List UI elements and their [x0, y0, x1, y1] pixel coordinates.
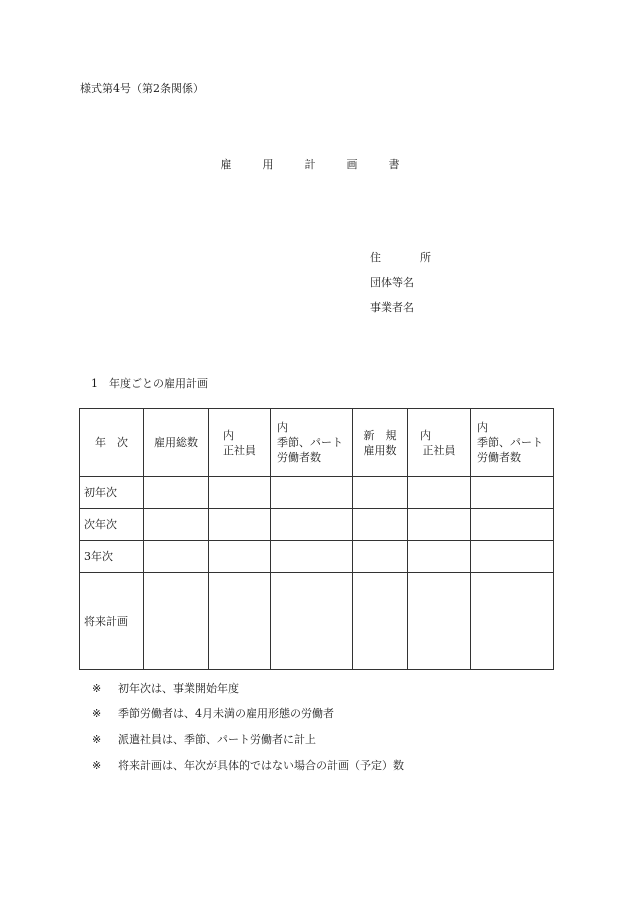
- note-text: 季節労働者は、4月未満の雇用形態の労働者: [118, 707, 334, 720]
- header-regular-employees: [209, 409, 271, 477]
- note-text: 将来計画は、年次が具体的ではない場合の計画（予定）数: [118, 759, 404, 772]
- table-cell[interactable]: [353, 541, 408, 573]
- note-item: [92, 705, 334, 721]
- row-label-third-year: 3年次: [80, 541, 144, 573]
- header-new-seasonal-bottom: 労働者数: [477, 451, 521, 464]
- table-cell[interactable]: [144, 573, 209, 670]
- header-regular-top: 内: [223, 428, 234, 442]
- header-new-regular-employees: [408, 409, 471, 477]
- note-mark: ※: [92, 707, 102, 720]
- header-new-hires: [353, 409, 408, 477]
- table-cell[interactable]: [471, 477, 554, 509]
- representative-label: 事業者名: [370, 301, 414, 314]
- table-row: [80, 541, 554, 573]
- note-mark: ※: [92, 682, 102, 695]
- table-cell[interactable]: [271, 509, 353, 541]
- note-item: [92, 757, 404, 773]
- header-seasonal-mid: 季節、パート: [277, 436, 343, 449]
- note-mark: ※: [92, 759, 102, 772]
- organization-label: 団体等名: [370, 276, 414, 289]
- table-cell[interactable]: [209, 509, 271, 541]
- section-heading: 1 年度ごとの雇用計画: [91, 377, 208, 390]
- table-header-row: [80, 409, 554, 477]
- table-cell[interactable]: [209, 541, 271, 573]
- header-new-bottom: 雇用数: [363, 443, 397, 457]
- note-item: [92, 680, 239, 696]
- header-new-seasonal-mid: 季節、パート: [477, 436, 543, 449]
- note-text: 派遣社員は、季節、パート労働者に計上: [118, 733, 316, 746]
- table-cell[interactable]: [471, 573, 554, 670]
- row-label-second-year: 次年次: [80, 509, 144, 541]
- table-cell[interactable]: [353, 477, 408, 509]
- table-cell[interactable]: [353, 573, 408, 670]
- header-new-seasonal-parttime: [471, 409, 554, 477]
- table-row: [80, 477, 554, 509]
- header-seasonal-top: 内: [277, 421, 288, 434]
- note-item: [92, 731, 316, 747]
- header-year: 年 次: [80, 409, 144, 477]
- header-new-top: 新 規: [363, 428, 397, 442]
- table-cell[interactable]: [471, 541, 554, 573]
- table-cell[interactable]: [144, 509, 209, 541]
- table-cell[interactable]: [271, 573, 353, 670]
- table-cell[interactable]: [271, 477, 353, 509]
- table-cell[interactable]: [408, 509, 471, 541]
- row-label-first-year: 初年次: [80, 477, 144, 509]
- address-label: 住 所: [370, 251, 445, 264]
- table-cell[interactable]: [408, 477, 471, 509]
- header-new-regular-top: 内: [420, 428, 431, 442]
- document-title: 雇 用 計 画 書: [220, 158, 410, 171]
- note-text: 初年次は、事業開始年度: [118, 682, 239, 695]
- table-row: [80, 509, 554, 541]
- table-cell[interactable]: [353, 509, 408, 541]
- header-new-seasonal-top: 内: [477, 421, 488, 434]
- table-cell[interactable]: [209, 477, 271, 509]
- table-cell[interactable]: [271, 541, 353, 573]
- table-cell[interactable]: [408, 573, 471, 670]
- note-mark: ※: [92, 733, 102, 746]
- table-cell[interactable]: [144, 541, 209, 573]
- header-total-employment: 雇用総数: [144, 409, 209, 477]
- header-new-regular-bottom: 正社員: [422, 443, 456, 457]
- table-cell[interactable]: [408, 541, 471, 573]
- header-seasonal-bottom: 労働者数: [277, 451, 321, 464]
- header-seasonal-parttime: [271, 409, 353, 477]
- table-cell[interactable]: [209, 573, 271, 670]
- form-number: 様式第4号（第2条関係）: [80, 82, 204, 95]
- table-cell[interactable]: [144, 477, 209, 509]
- row-label-future-plan: 将来計画: [80, 573, 144, 670]
- header-regular-bottom: 正社員: [223, 443, 256, 457]
- table-row: [80, 573, 554, 670]
- table-cell[interactable]: [471, 509, 554, 541]
- employment-plan-table: [79, 408, 554, 670]
